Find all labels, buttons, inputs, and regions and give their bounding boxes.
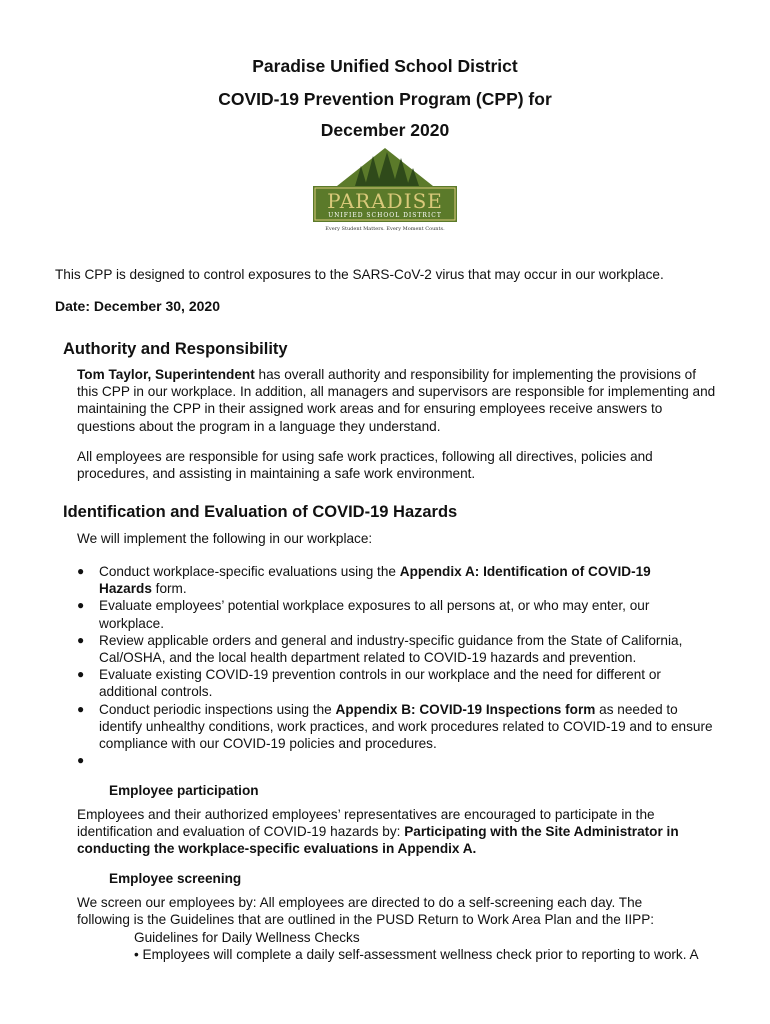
title-line-2: COVID-19 Prevention Program (CPP) for bbox=[218, 89, 552, 109]
logo-tagline: Every Student Matters. Every Moment Counts. bbox=[325, 226, 445, 232]
list-item: ● Evaluate employees’ potential workplace exposures to all persons at, or who may enter, our workplace. bbox=[77, 598, 650, 631]
list-item: ● Evaluate existing COVID-19 prevention controls in our workplace and the need for different or additional controls. bbox=[77, 667, 661, 700]
logo-word: PARADISE bbox=[327, 189, 443, 213]
bullet-icon: ● bbox=[77, 667, 85, 682]
list-item: ● Conduct periodic inspections using the Appendix B: COVID-19 Inspections form as needed to identify unhealthy conditions, work practices, and work procedures related to COVID-19 and to ensure compliance with our COVID-19 policies and procedures. bbox=[77, 701, 713, 752]
screening-paragraph: We screen our employees by: All employees are directed to do a self-screening each day. The following is the Guidelines that are outlined in the PUSD Return to Work Area Plan and the IIPP: bbox=[77, 895, 655, 928]
bullet-icon: ● bbox=[77, 632, 85, 647]
title-line-3: December 2020 bbox=[320, 120, 450, 140]
list-item bbox=[77, 752, 717, 769]
authority-paragraph-1 bbox=[77, 366, 717, 435]
list-item: ● Conduct workplace-specific evaluations using the Appendix A: Identification of COVID-19 Hazards form. bbox=[77, 564, 651, 597]
district-logo-graphic bbox=[313, 148, 457, 234]
logo-subtitle: UNIFIED SCHOOL DISTRICT bbox=[328, 212, 442, 219]
intro-text: This CPP is designed to control exposures to the SARS-CoV-2 virus that may occur in our workplace. bbox=[55, 267, 664, 282]
authority-paragraph-1-text: has overall authority and responsibility for implementing the provisions of this CPP in our workplace. In addition, all managers and supervisors are responsible for implementing and maintaining the CPP in their assigned work areas and for ensuring employees receive answers to questions about the program in a language they understand. bbox=[77, 367, 716, 434]
screening-guidelines-item: • Employees will complete a daily self-assessment wellness check prior to reporting to work. A bbox=[134, 947, 699, 962]
bullet-icon: ● bbox=[77, 598, 85, 613]
heading-employee-participation: Employee participation bbox=[109, 783, 259, 798]
date-line: Date: December 30, 2020 bbox=[55, 298, 220, 314]
screening-guidelines-heading: Guidelines for Daily Wellness Checks bbox=[134, 930, 360, 945]
authority-paragraph-2: All employees are responsible for using safe work practices, following all directives, policies and procedures, and assisting in maintaining a safe work environment. bbox=[77, 449, 653, 482]
bullet-icon: ● bbox=[77, 753, 85, 768]
identification-intro: We will implement the following in our workplace: bbox=[77, 531, 373, 546]
heading-authority: Authority and Responsibility bbox=[63, 340, 288, 358]
list-item: ● Review applicable orders and general and industry-specific guidance from the State of California, Cal/OSHA, and the local health department related to COVID-19 hazards and prevention. bbox=[77, 632, 683, 666]
heading-identification: Identification and Evaluation of COVID-19 Hazards bbox=[63, 503, 458, 521]
title-line-1: Paradise Unified School District bbox=[252, 56, 518, 76]
superintendent-name: Tom Taylor, Superintendent bbox=[77, 367, 255, 382]
heading-employee-screening: Employee screening bbox=[109, 871, 242, 886]
bullet-icon: ● bbox=[77, 564, 85, 578]
bullet-icon: ● bbox=[77, 701, 85, 716]
district-logo bbox=[313, 148, 457, 234]
participation-paragraph: Employees and their authorized employees’ representatives are encouraged to participate in the identification and evaluation of COVID-19 hazards by: Participating with the Site Administrator in conducting the workplace-specific evaluations in Appendix A. bbox=[77, 807, 679, 857]
identification-bullet-list bbox=[77, 563, 717, 769]
